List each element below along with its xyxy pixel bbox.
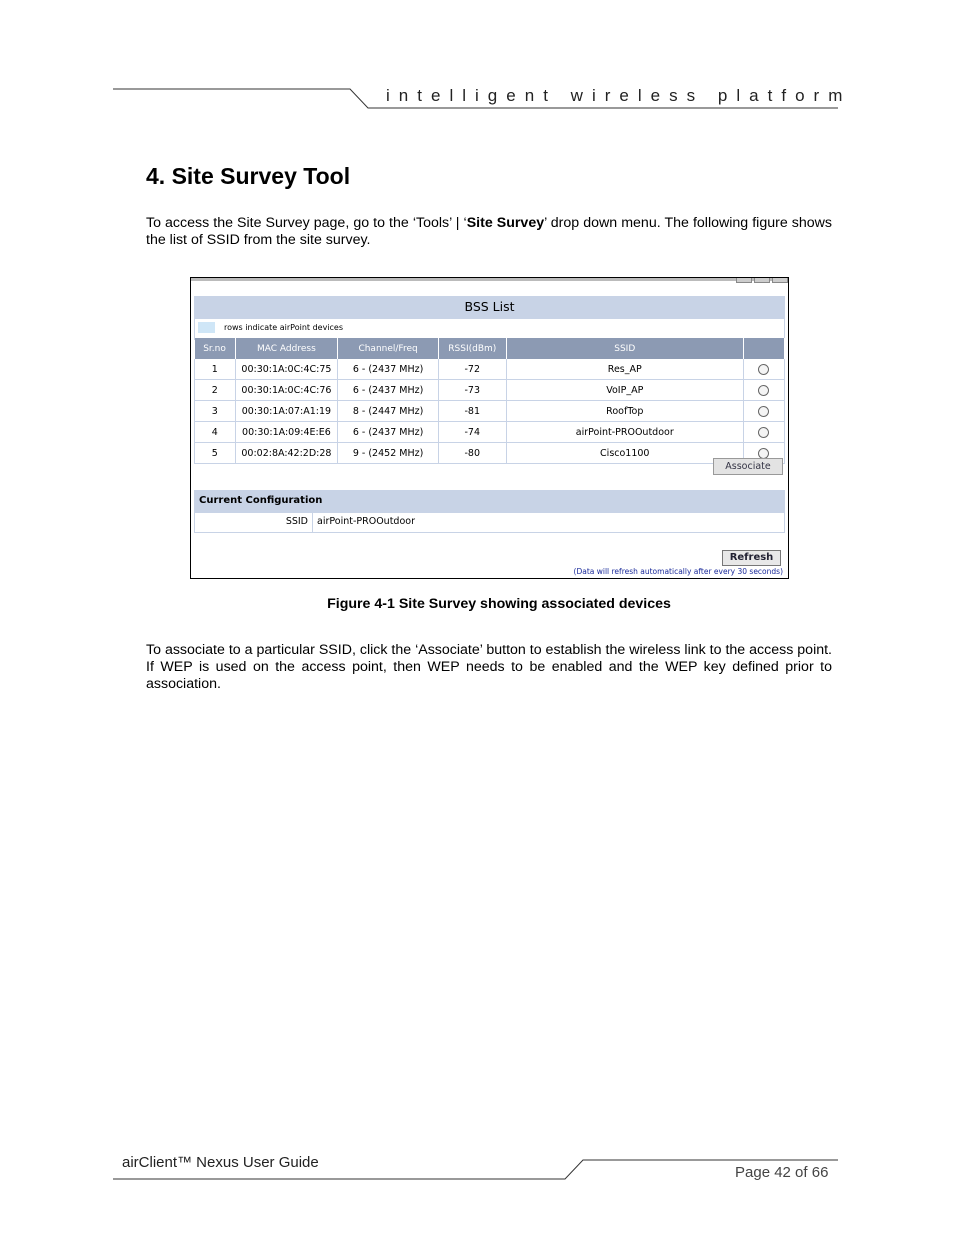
header-tagline: intelligent wireless platform [386,86,852,105]
table-row [195,443,785,464]
associate-button[interactable]: Associate [713,458,783,475]
current-configuration-title [194,490,785,512]
intro-paragraph [146,215,832,249]
refresh-note: (Data will refresh automatically after every 30 seconds) [573,567,783,576]
cell-rssi: -81 [438,401,506,422]
figure-caption: Figure 4-1 Site Survey showing associated devices [327,596,671,612]
column-header: Sr.no [195,338,236,359]
column-header: MAC Address [235,338,338,359]
window-buttons [736,278,788,282]
cell-select [743,380,784,401]
cell-ssid: RoofTop [506,401,743,422]
cell-mac: 00:30:1A:0C:4C:76 [235,380,338,401]
maximize-icon [754,278,770,283]
cell-mac: 00:30:1A:09:4E:E6 [235,422,338,443]
cell-sr: 2 [195,380,236,401]
bss-list-title: BSS List [194,296,785,318]
minimize-icon [736,278,752,283]
ssid-value: airPoint-PROOutdoor [317,516,415,527]
cell-chan: 9 - (2452 MHz) [338,443,439,464]
cell-sr: 4 [195,422,236,443]
cell-divider [312,513,313,532]
table-row [195,380,785,401]
cell-select [743,401,784,422]
bss-table [194,338,785,464]
table-row [195,401,785,422]
legend-text: rows indicate airPoint devices [224,323,344,332]
cell-sr: 3 [195,401,236,422]
site-survey-figure [190,277,789,579]
cell-mac: 00:30:1A:0C:4C:75 [235,359,338,380]
refresh-button[interactable]: Refresh [722,550,781,566]
column-header: Channel/Freq [338,338,439,359]
cell-rssi: -80 [438,443,506,464]
airpoint-legend-swatch [198,322,215,333]
select-radio[interactable] [758,364,769,375]
cell-ssid: Res_AP [506,359,743,380]
cell-rssi: -74 [438,422,506,443]
cell-chan: 6 - (2437 MHz) [338,380,439,401]
table-row [195,359,785,380]
intro-text-pre: To access the Site Survey page, go to the ‘Tools’ | ‘ [146,215,467,231]
intro-text-bold: Site Survey [466,215,545,231]
select-radio[interactable] [758,406,769,417]
table-row [195,422,785,443]
cell-chan: 6 - (2437 MHz) [338,422,439,443]
legend-row [194,318,785,340]
current-ssid-row [194,512,785,533]
cell-chan: 8 - (2447 MHz) [338,401,439,422]
cell-ssid: VoIP_AP [506,380,743,401]
cell-sr: 5 [195,443,236,464]
close-icon [772,278,788,283]
cell-select [743,422,784,443]
column-header: SSID [506,338,743,359]
column-header [743,338,784,359]
footer-doc-title: airClient™ Nexus User Guide [122,1154,319,1171]
window-top-edge [191,278,788,281]
cell-select [743,359,784,380]
cell-rssi: -72 [438,359,506,380]
ssid-label: SSID [285,516,308,527]
cell-chan: 6 - (2437 MHz) [338,359,439,380]
table-header-row [195,338,785,359]
select-radio[interactable] [758,385,769,396]
cell-sr: 1 [195,359,236,380]
cell-ssid: Cisco1100 [506,443,743,464]
intro-text-post: ’ drop down menu. The following figure shows the list of SSID from the site survey. [146,215,832,248]
body-paragraph: To associate to a particular SSID, click the ‘Associate’ button to establish the wireless link to the access point. If WEP is used on the access point, then WEP needs to be enabled and the WEP key defined prior to association. [146,642,832,692]
current-configuration-label: Current Configuration [199,495,323,506]
cell-rssi: -73 [438,380,506,401]
cell-ssid: airPoint-PROOutdoor [506,422,743,443]
section-title: 4. Site Survey Tool [146,163,351,189]
select-radio[interactable] [758,448,769,459]
column-header: RSSI(dBm) [438,338,506,359]
cell-mac: 00:02:8A:42:2D:28 [235,443,338,464]
footer-page-number: Page 42 of 66 [735,1164,829,1181]
cell-mac: 00:30:1A:07:A1:19 [235,401,338,422]
select-radio[interactable] [758,427,769,438]
